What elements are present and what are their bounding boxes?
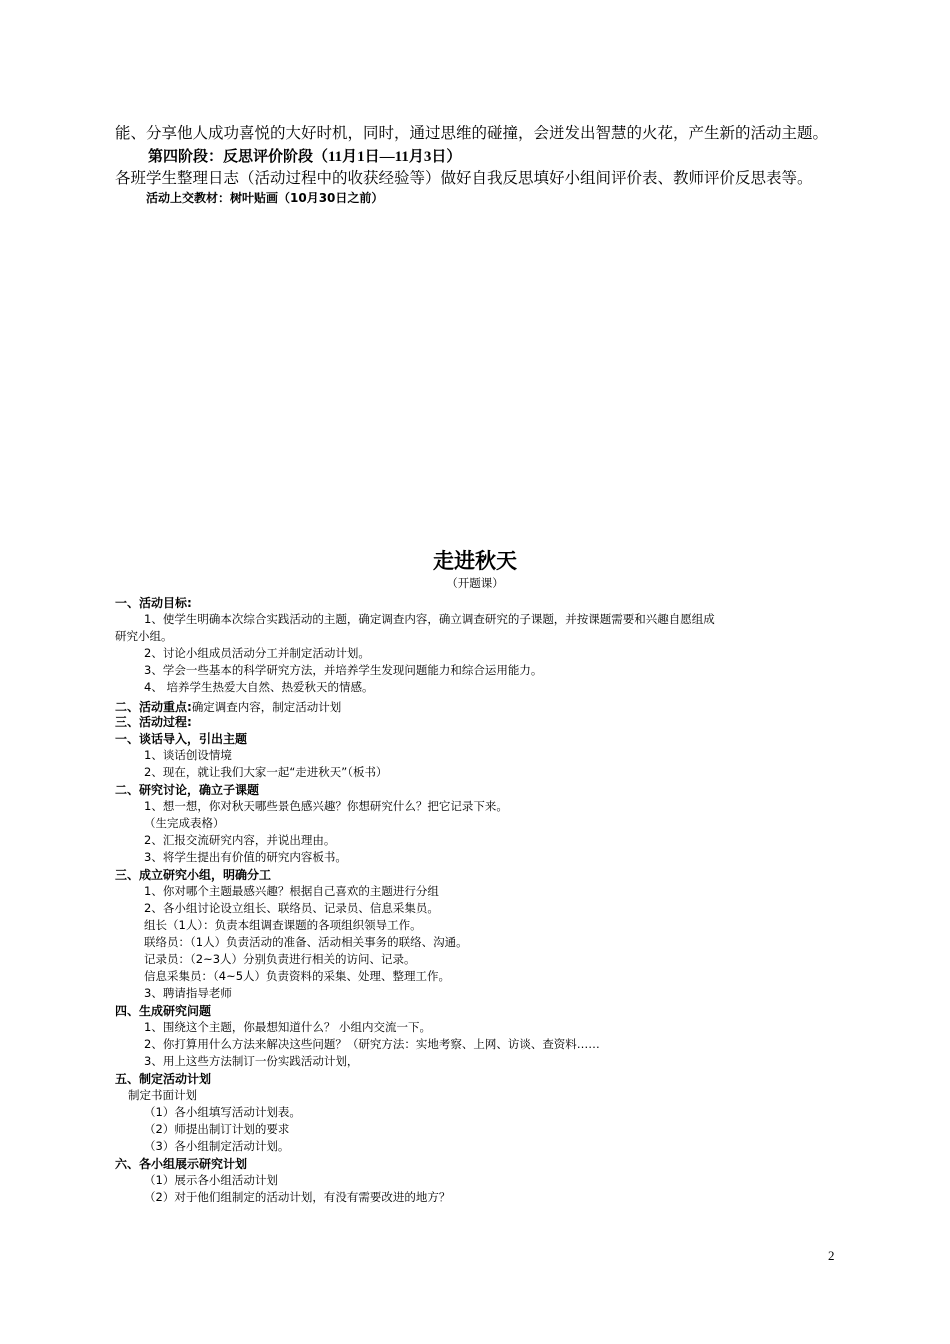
section-heading-process: 三、活动过程: [115,715,192,729]
process-item: （3）各小组制定活动计划。 [144,1139,290,1153]
process-item-note: （生完成表格） [144,816,225,830]
process-item: 3、聘请指导老师 [144,986,232,1000]
process-item: 2、现在，就让我们大家一起“走进秋天”（板书） [144,765,388,779]
process-item: 1、你对哪个主题最感兴趣？根据自己喜欢的主题进行分组 [144,884,439,898]
goal-item: 4、 培养学生热爱大自然、热爱秋天的情感。 [144,680,374,694]
stage4-paragraph: 各班学生整理日志（活动过程中的收获经验等）做好自我反思填好小组间评价表、教师评价反思表等。 [115,170,813,187]
process-item: 3、将学生提出有价值的研究内容板书。 [144,850,347,864]
process-item: （2）对于他们组制定的活动计划，有没有需要改进的地方？ [144,1190,451,1204]
plan-subheading: 制定书面计划 [128,1088,197,1102]
process-heading-discussion: 二、研究讨论，确立子课题 [115,783,260,797]
process-item: （1）展示各小组活动计划 [144,1173,278,1187]
role-description: 记录员：（2~3人）分别负责进行相关的访问、记录。 [144,952,416,966]
process-heading-questions: 四、生成研究问题 [115,1004,212,1018]
goal-item: 2、讨论小组成员活动分工并制定活动计划。 [144,646,370,660]
process-item: （2）师提出制订计划的要求 [144,1122,290,1136]
process-item: 1、围绕这个主题，你最想知道什么？ 小组内交流一下。 [144,1020,431,1034]
lesson-subtitle: （开题课） [446,576,504,590]
process-heading-plan: 五、制定活动计划 [115,1072,212,1086]
role-description: 信息采集员：（4~5人）负责资料的采集、处理、整理工作。 [144,969,451,983]
process-item: （1）各小组填写活动计划表。 [144,1105,301,1119]
stage4-heading: 第四阶段：反思评价阶段（11月1日—11月3日） [148,149,462,165]
role-description: 联络员：（1人）负责活动的准备、活动相关事务的联络、沟通。 [144,935,468,949]
process-item: 2、各小组讨论设立组长、联络员、记录员、信息采集员。 [144,901,439,915]
process-item: 2、汇报交流研究内容，并说出理由。 [144,833,336,847]
process-item: 1、想一想，你对秋天哪些景色感兴趣？你想研究什么？把它记录下来。 [144,799,508,813]
goal-item: 1、使学生明确本次综合实践活动的主题，确定调查内容，确立调查研究的子课题，并按课题需要和兴趣自愿组成 [144,612,715,626]
goal-item-continued: 研究小组。 [115,629,173,643]
submission-note: 活动上交教材：树叶贴画（10月30日之前） [146,191,384,205]
goal-item: 3、学会一些基本的科学研究方法，并培养学生发现问题能力和综合运用能力。 [144,663,543,677]
process-heading-showcase: 六、各小组展示研究计划 [115,1157,248,1171]
continuation-paragraph: 能、分享他人成功喜悦的大好时机，同时，通过思维的碰撞，会迸发出智慧的火花，产生新的活动主题。 [115,125,829,142]
process-heading-intro: 一、谈话导入，引出主题 [115,732,248,746]
process-item: 3、用上这些方法制订一份实践活动计划， [144,1054,359,1068]
lesson-title: 走进秋天 [433,549,517,573]
focus-text: 确定调查内容，制定活动计划 [191,700,342,714]
page-number: 2 [828,1248,835,1263]
section-heading-focus: 二、活动重点: [115,700,192,714]
process-heading-groups: 三、成立研究小组，明确分工 [115,868,272,882]
section-heading-goals: 一、活动目标: [115,596,192,610]
role-description: 组长（1人）：负责本组调查课题的各项组织领导工作。 [144,918,422,932]
process-item: 1、谈话创设情境 [144,748,232,762]
process-item: 2、你打算用什么方法来解决这些问题？（研究方法：实地考察、上网、访谈、查资料…… [144,1037,600,1051]
